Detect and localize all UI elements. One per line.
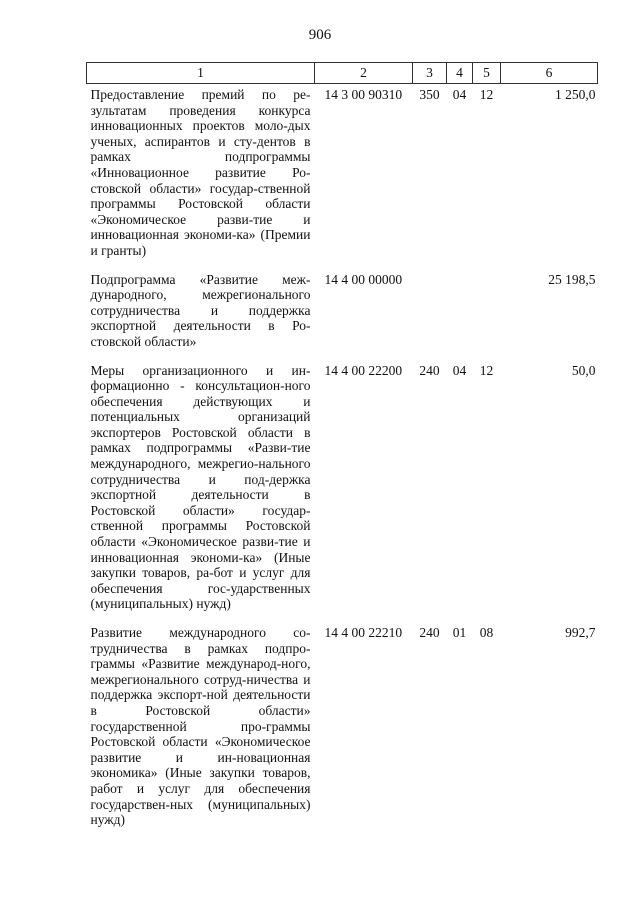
table-row — [87, 84, 598, 269]
row-col3: 350 — [419, 87, 440, 102]
row-col3: 240 — [419, 625, 440, 640]
row-amount: 1 250,0 — [555, 87, 596, 102]
header-col-3: 3 — [413, 63, 447, 84]
row-description: Меры организационного и ин-формационно - консультацион-ного обеспечения действующих и потенциальных организаций экспортеров Ростовской области в рамках подпрограммы «Разви-тие международного, межрегио-нального сотрудничества и под-держка экспортной деятельности в Ростовской области» государ-ственной программы Ростовской области «Экономическое разви-тие и инновационная экономи-ка» (Иные закупки товаров, ра-бот и услуг для обеспечения гос-ударственных (муниципальных) нужд) — [90, 362, 311, 612]
header-row — [87, 63, 598, 84]
row-amount: 50,0 — [571, 362, 596, 378]
row-col3 — [413, 269, 447, 360]
row-description: Предоставление премий по ре-зультатам проведения конкурса инновационных проектов моло-дых ученых, аспирантов и сту-дентов в рамках подпрограммы «Инновационное развитие Ро-стовской области» государ-ственной программы Ростовской области «Экономическое разви-тие и инновационная экономи-ка» (Премии и гранты) — [90, 87, 311, 258]
page-number: 906 — [308, 27, 332, 43]
header-col-1: 1 — [87, 63, 315, 84]
row-col5: 12 — [479, 362, 494, 378]
row-description: Развитие международного со-трудничества в рамках подпро-граммы «Развитие международ-ного, межрегионального сотруд-ничества и поддержка экспорт-ной деятельности в Ростовской области» государственной про-граммы Ростовской области «Экономическое развитие и ин-новационная экономика» (Иные закупки товаров, работ и услуг для обеспечения государствен-ных (муниципальных) нужд) — [90, 625, 311, 828]
row-code: 14 4 00 22210 — [324, 625, 403, 640]
row-code: 14 4 00 22200 — [324, 362, 403, 378]
header-col-6: 6 — [501, 63, 598, 84]
row-col5: 12 — [479, 87, 494, 102]
table-row — [87, 360, 598, 623]
row-col5 — [473, 269, 501, 360]
header-col-2: 2 — [315, 63, 413, 84]
row-col4 — [447, 269, 473, 360]
row-amount: 992,7 — [565, 625, 596, 640]
row-code: 14 4 00 00000 — [324, 271, 403, 287]
header-col-5: 5 — [473, 63, 501, 84]
header-col-4: 4 — [447, 63, 473, 84]
row-col3: 240 — [419, 362, 440, 378]
budget-table — [86, 62, 598, 838]
row-amount: 25 198,5 — [548, 271, 596, 287]
table-row — [87, 622, 598, 838]
row-code: 14 3 00 90310 — [324, 87, 403, 102]
row-col5: 08 — [479, 625, 494, 640]
row-col4: 04 — [452, 87, 467, 102]
row-description: Подпрограмма «Развитие меж-дународного, межрегионального сотрудничества и поддержка экспортной деятельности в Ро-стовской области» — [90, 271, 311, 349]
table-row — [87, 269, 598, 360]
row-col4: 01 — [452, 625, 467, 640]
row-col4: 04 — [452, 362, 467, 378]
